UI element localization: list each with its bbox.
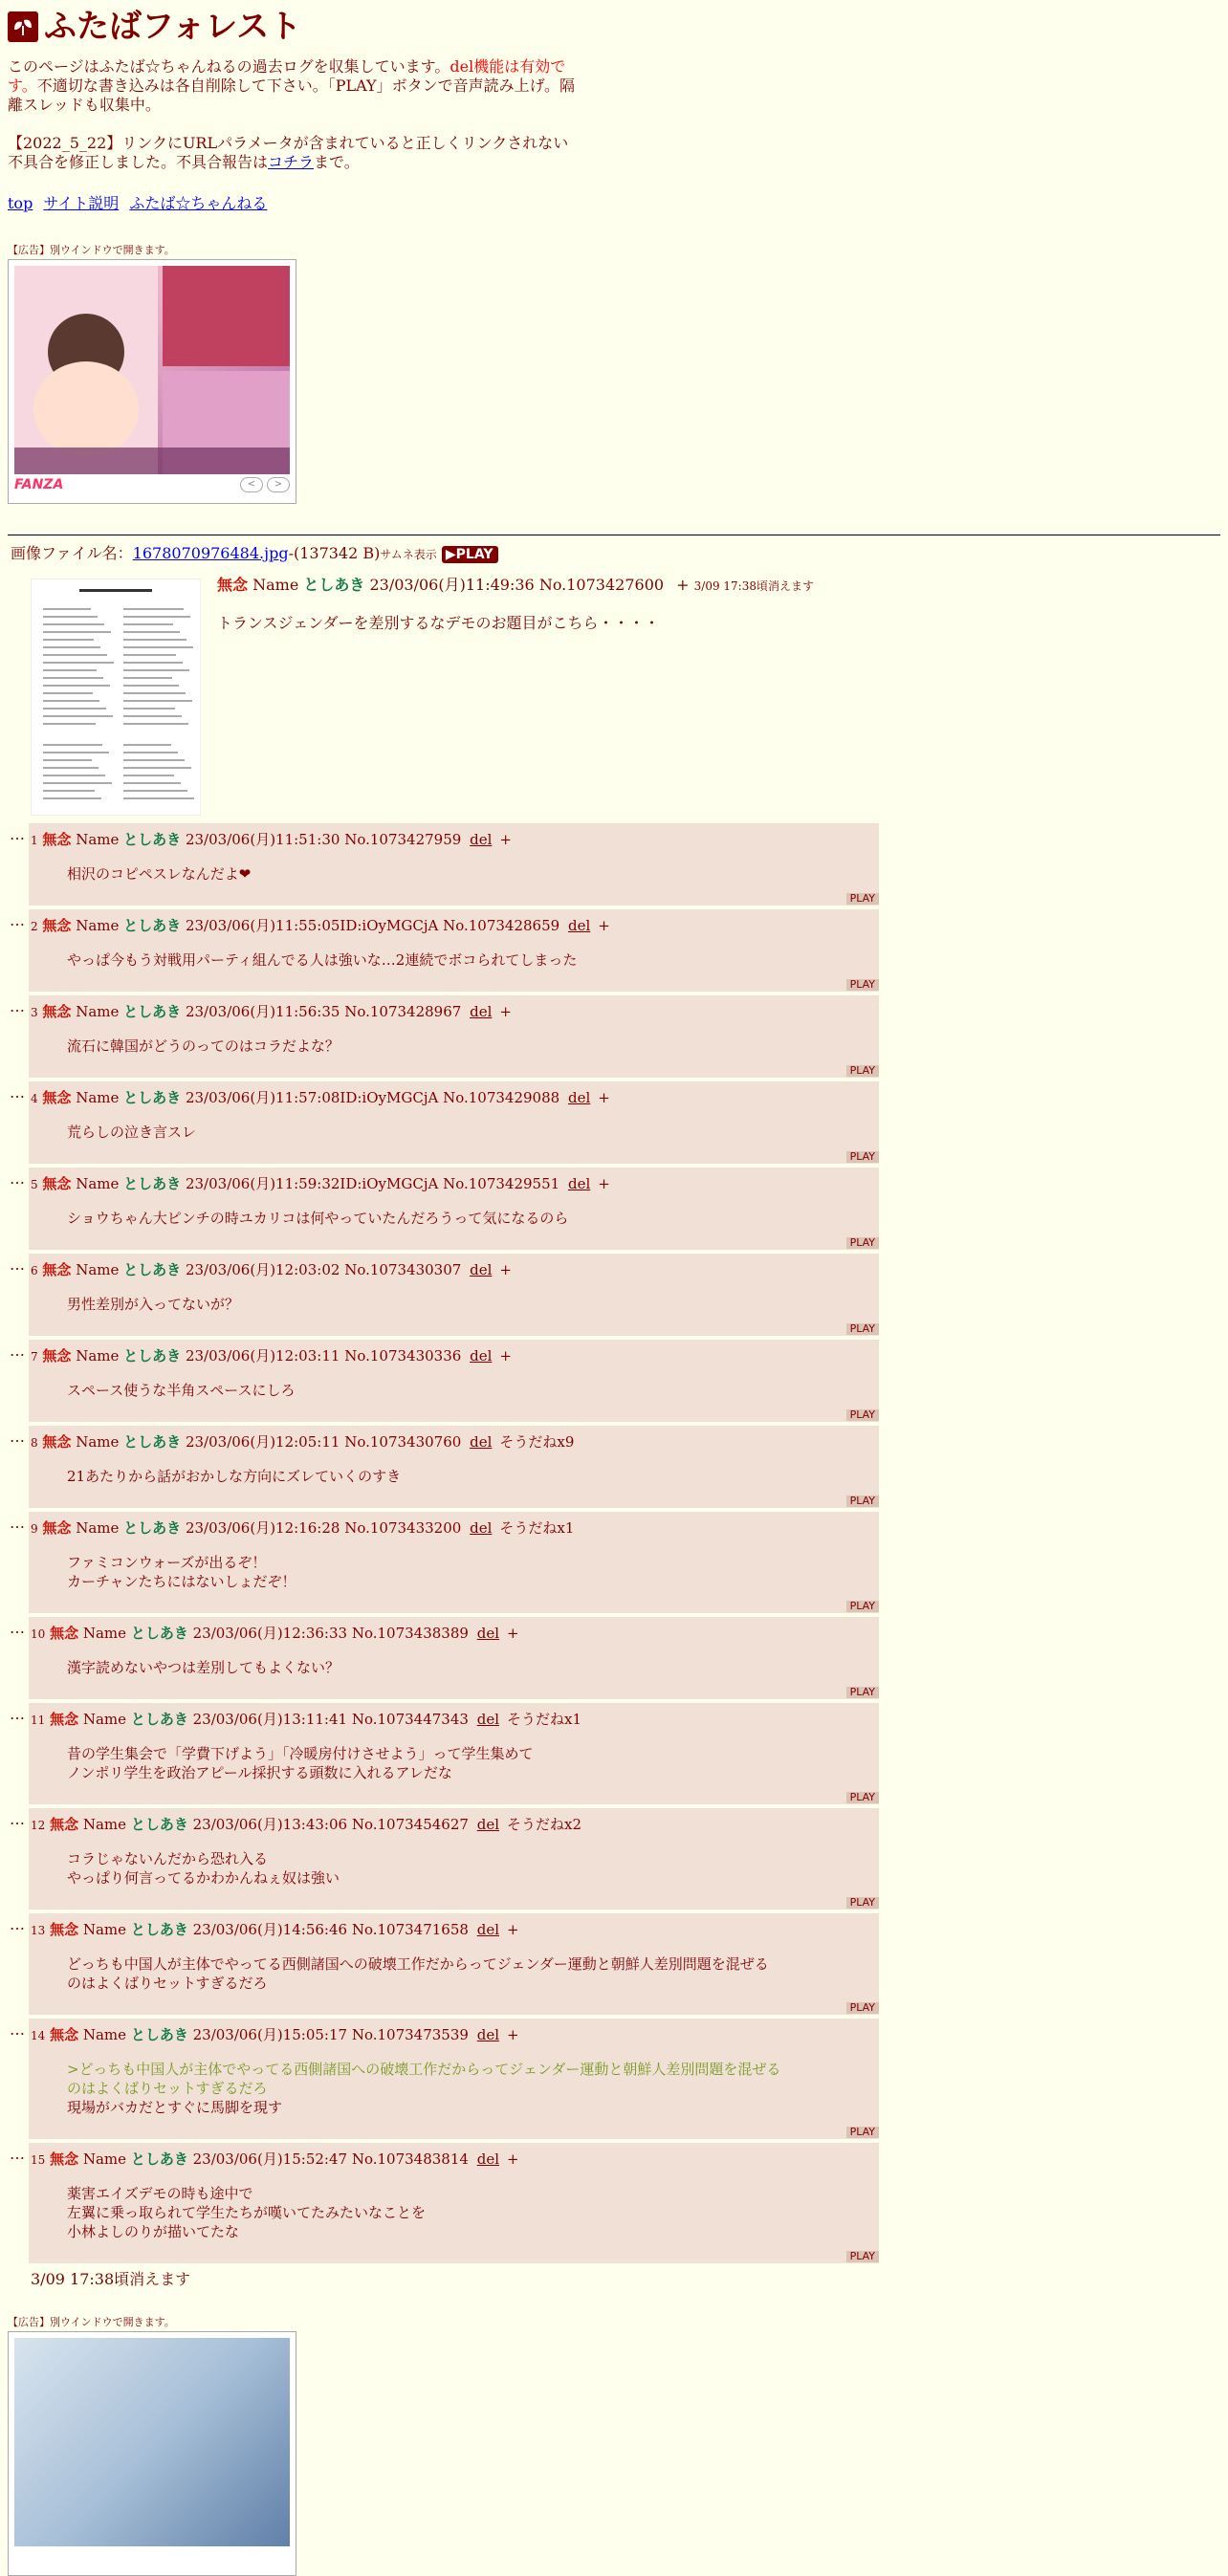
reply-date: 23/03/06(月)12:03:02 <box>185 1261 340 1278</box>
reply-body <box>29 1538 879 1595</box>
nav-futaba-link[interactable]: ふたば☆ちゃんねる <box>129 194 268 212</box>
ad-next-button[interactable]: > <box>267 477 290 492</box>
op-body: トランスジェンダーを差別するなデモのお題目がこちら・・・・ <box>217 614 660 632</box>
nav-links <box>8 191 1220 213</box>
reply-text: コラじゃないんだから恐れ入る やっぱり何言ってるかわかんねぇ奴は強い <box>67 1850 340 1887</box>
reply-header: 12 無念 Name としあき 23/03/06(月)13:43:06 No.1073454627 del そうだねx2 <box>31 1816 582 1833</box>
fanza-logo: FANZA <box>14 477 64 492</box>
reply-header: 7 無念 Name としあき 23/03/06(月)12:03:11 No.1073430336 del + <box>31 1347 512 1364</box>
reply-header: 14 無念 Name としあき 23/03/06(月)15:05:17 No.1073473539 del + <box>31 2026 519 2043</box>
op-post <box>8 563 1220 816</box>
reply-number: 13 <box>31 1924 46 1937</box>
reply-subject: 無念 <box>42 1519 72 1537</box>
reply-body <box>29 1107 879 1146</box>
reply-number: 12 <box>31 1819 46 1832</box>
reply-sodane[interactable]: + <box>499 831 512 848</box>
reply-post <box>10 1081 879 1164</box>
reply-post <box>10 995 879 1078</box>
reply-name: としあき <box>130 1711 188 1728</box>
nav-top-link[interactable]: top <box>8 194 33 212</box>
nav-about-link[interactable]: サイト説明 <box>43 194 120 212</box>
update-notice: 【2022_5_22】リンクにURLパラメータが含まれていると正しくリンクされない不具合を修正しました。不具合報告はコチラまで。 <box>8 134 569 171</box>
op-number: No.1073427600 <box>538 576 665 594</box>
reply-play-button[interactable]: PLAY <box>846 979 879 991</box>
reply-subject: 無念 <box>50 1711 79 1728</box>
reply-id: ID:iOyMGCjA <box>340 917 439 934</box>
reply-body <box>29 1729 879 1786</box>
reply-subject: 無念 <box>42 1347 72 1364</box>
reply-sodane[interactable]: + <box>507 2026 519 2043</box>
reply-play-button[interactable]: PLAY <box>846 1792 879 1803</box>
reply-menu-icon[interactable]: … <box>10 1428 25 1446</box>
reply-name: としあき <box>123 1433 182 1451</box>
reply-play-button[interactable]: PLAY <box>846 1687 879 1698</box>
reply-header: 2 無念 Name としあき 23/03/06(月)11:55:05ID:iOyMGCjA No.1073428659 del + <box>31 917 610 934</box>
reply-sodane[interactable]: + <box>598 1089 610 1106</box>
del-button[interactable]: del <box>470 1347 493 1364</box>
ad-image[interactable] <box>14 266 290 474</box>
reply-name: としあき <box>123 1175 182 1192</box>
reply-post <box>10 1426 879 1508</box>
reply-date: 23/03/06(月)15:52:47 <box>192 2150 348 2168</box>
reply-text: 流石に韓国がどうのってのはコラだよな？ <box>67 1037 340 1055</box>
reply-text: 薬害エイズデモの時も途中で 左翼に乗っ取られて学生たちが嘆いてたみたいなことを 小林よしのりが描いてたな <box>67 2185 427 2240</box>
reply-no: No.1073438389 <box>351 1625 469 1642</box>
reply-body <box>29 1643 879 1681</box>
reply-number: 10 <box>31 1627 46 1641</box>
thread-expire: 3/09 17:38頃消えます <box>31 2270 191 2288</box>
reply-text: ファミコンウォーズが出るぞ！ カーチャンたちにはないしょだぞ！ <box>67 1554 296 1590</box>
reply-text: 相沢のコピペスレなんだよ❤ <box>67 865 252 883</box>
reply-date: 23/03/06(月)13:43:06 <box>192 1816 348 1833</box>
reply-subject: 無念 <box>42 1433 72 1451</box>
reply-body <box>29 1279 879 1318</box>
reply-menu-icon[interactable]: … <box>10 1342 25 1360</box>
thumb-label: サムネ表示 <box>380 548 437 561</box>
ad-label: 【広告】別ウインドウで開きます。 <box>8 244 175 256</box>
del-button[interactable]: del <box>476 1921 500 1938</box>
reply-header: 9 無念 Name としあき 23/03/06(月)12:16:28 No.1073433200 del そうだねx1 <box>31 1519 575 1537</box>
reply-body <box>29 2044 879 2121</box>
reply-header: 6 無念 Name としあき 23/03/06(月)12:03:02 No.1073430307 del + <box>31 1261 512 1278</box>
reply-id: ID:iOyMGCjA <box>340 1175 439 1192</box>
reply-number: 15 <box>31 2153 46 2167</box>
reply-menu-icon[interactable]: … <box>10 1083 25 1102</box>
op-expire: 3/09 17:38頃消えます <box>693 579 814 593</box>
reply-body <box>29 1452 879 1490</box>
reply-name: としあき <box>123 1261 182 1278</box>
reply-id: ID:iOyMGCjA <box>340 1089 439 1106</box>
reply-name: としあき <box>123 1003 182 1020</box>
ad2-image[interactable] <box>14 2338 290 2546</box>
reply-header: 13 無念 Name としあき 23/03/06(月)14:56:46 No.1073471658 del + <box>31 1921 519 1938</box>
report-link[interactable]: コチラ <box>268 153 315 171</box>
op-date: 23/03/06(月)11:49:36 <box>369 576 535 594</box>
reply-play-button[interactable]: PLAY <box>846 1897 879 1909</box>
reply-subject: 無念 <box>42 1261 72 1278</box>
reply-post <box>10 1254 879 1336</box>
reply-subject: 無念 <box>50 1816 79 1833</box>
reply-name: としあき <box>130 2026 188 2043</box>
del-button[interactable]: del <box>476 1816 500 1833</box>
reply-subject: 無念 <box>50 1921 79 1938</box>
reply-number: 8 <box>31 1436 38 1450</box>
reply-number: 4 <box>31 1092 38 1105</box>
reply-play-button[interactable]: PLAY <box>846 1601 879 1612</box>
reply-name: としあき <box>123 831 182 848</box>
reply-date: 23/03/06(月)11:51:30 <box>185 831 340 848</box>
reply-menu-icon[interactable]: … <box>10 1619 25 1637</box>
reply-menu-icon[interactable]: … <box>10 997 25 1015</box>
del-button[interactable]: del <box>470 831 493 848</box>
reply-sodane[interactable]: + <box>499 1261 512 1278</box>
reply-date: 23/03/06(月)12:03:11 <box>185 1347 340 1364</box>
reply-no: No.1073428967 <box>344 1003 462 1020</box>
reply-sodane[interactable]: そうだねx2 <box>507 1816 582 1833</box>
reply-no: No.1073454627 <box>351 1816 469 1833</box>
reply-text: 現場がバカだとすぐに馬脚を現す <box>67 2099 283 2116</box>
reply-sodane[interactable]: そうだねx1 <box>499 1519 575 1537</box>
reply-play-button[interactable]: PLAY <box>846 1151 879 1163</box>
reply-number: 1 <box>31 834 38 847</box>
op-file-info: 画像ファイル名：1678070976484.jpg-(137342 B)サムネ表示 ▶PLAY <box>8 541 1220 563</box>
reply-play-button[interactable]: PLAY <box>846 2251 879 2262</box>
reply-no: No.1073483814 <box>351 2150 469 2168</box>
reply-menu-icon[interactable]: … <box>10 825 25 843</box>
ad-banner[interactable] <box>8 259 296 504</box>
reply-body <box>29 1193 879 1232</box>
reply-no: No.1073427959 <box>344 831 462 848</box>
reply-post <box>10 2019 879 2139</box>
reply-header: 3 無念 Name としあき 23/03/06(月)11:56:35 No.1073428967 del + <box>31 1003 512 1020</box>
reply-header: 1 無念 Name としあき 23/03/06(月)11:51:30 No.1073427959 del + <box>31 831 512 848</box>
reply-date: 23/03/06(月)15:05:17 <box>192 2026 348 2043</box>
reply-play-button[interactable]: PLAY <box>846 1237 879 1249</box>
reply-name: としあき <box>130 1921 188 1938</box>
reply-text: 21あたりから話がおかしな方向にズレていくのすき <box>67 1468 402 1485</box>
reply-date: 23/03/06(月)14:56:46 <box>192 1921 348 1938</box>
ad-prev-button[interactable]: < <box>240 477 263 492</box>
site-intro: このページはふたば☆ちゃんねるの過去ログを収集しています。del機能は有効です。不適切な書き込みは各自削除して下さい。「PLAY」ボタンで音声読み上げ。隔離スレッドも収集中。 <box>8 57 575 114</box>
reply-no: No.1073430307 <box>344 1261 462 1278</box>
reply-header: 10 無念 Name としあき 23/03/06(月)12:36:33 No.1073438389 del + <box>31 1625 519 1642</box>
reply-name: としあき <box>123 1347 182 1364</box>
reply-body <box>29 1021 879 1059</box>
reply-number: 9 <box>31 1522 38 1536</box>
reply-number: 11 <box>31 1714 46 1727</box>
reply-text: 漢字読めないやつは差別してもよくない？ <box>67 1659 340 1676</box>
reply-date: 23/03/06(月)12:05:11 <box>185 1433 340 1451</box>
reply-no: No.1073429551 <box>443 1175 560 1192</box>
reply-text: 昔の学生集会で「学費下げよう」「冷暖房付けさせよう」って学生集めて ノンポリ学生を政治アピール採択する頭数に入れるアレだな <box>67 1745 534 1781</box>
reply-menu-icon[interactable]: … <box>10 1705 25 1723</box>
del-notice: del機能は有効です。 <box>8 57 566 95</box>
reply-menu-icon[interactable]: … <box>10 911 25 929</box>
reply-sodane[interactable]: + <box>598 917 610 934</box>
reply-post <box>10 1512 879 1613</box>
reply-text: ショウちゃん大ピンチの時ユカリコは何やっていたんだろうって気になるのら <box>67 1210 569 1227</box>
del-button[interactable]: del <box>567 1089 591 1106</box>
reply-date: 23/03/06(月)11:55:05 <box>185 917 340 934</box>
reply-quote: >どっちも中国人が主体でやってる西側諸国への破壊工作だからってジェンダー運動と朝鮮人差別問題を混ぜる のはよくばりセットすぎるだろ <box>67 2061 781 2097</box>
reply-date: 23/03/06(月)12:36:33 <box>192 1625 348 1642</box>
reply-post <box>10 1340 879 1422</box>
reply-subject: 無念 <box>42 831 72 848</box>
op-plus[interactable]: + <box>676 576 690 594</box>
reply-play-button[interactable]: PLAY <box>846 893 879 905</box>
reply-date: 23/03/06(月)11:57:08 <box>185 1089 340 1106</box>
del-button[interactable]: del <box>470 1261 493 1278</box>
reply-list <box>8 823 1220 2263</box>
reply-play-button[interactable]: PLAY <box>846 2002 879 2014</box>
reply-post <box>10 2143 879 2263</box>
reply-subject: 無念 <box>50 1625 79 1642</box>
reply-number: 2 <box>31 920 38 933</box>
reply-date: 23/03/06(月)13:11:41 <box>192 1711 348 1728</box>
op-subject: 無念 <box>217 576 249 594</box>
del-button[interactable]: del <box>476 1711 500 1728</box>
op-header: 無念 Name としあき 23/03/06(月)11:49:36 No.1073427600 + 3/09 17:38頃消えます <box>217 576 814 594</box>
reply-text: 荒らしの泣き言スレ <box>67 1124 197 1141</box>
reply-body <box>29 1939 879 1997</box>
reply-number: 6 <box>31 1264 38 1277</box>
reply-name: としあき <box>123 1089 182 1106</box>
reply-post <box>10 1617 879 1699</box>
reply-post <box>10 1808 879 1910</box>
reply-menu-icon[interactable]: … <box>10 1255 25 1274</box>
reply-date: 23/03/06(月)12:16:28 <box>185 1519 340 1537</box>
reply-header: 15 無念 Name としあき 23/03/06(月)15:52:47 No.1073483814 del + <box>31 2150 519 2168</box>
reply-header: 4 無念 Name としあき 23/03/06(月)11:57:08ID:iOyMGCjA No.1073429088 del + <box>31 1089 610 1106</box>
reply-subject: 無念 <box>42 1175 72 1192</box>
reply-sodane[interactable]: + <box>598 1175 610 1192</box>
reply-sodane[interactable]: そうだねx1 <box>507 1711 582 1728</box>
reply-subject: 無念 <box>42 1003 72 1020</box>
site-header <box>8 8 1220 46</box>
reply-sodane[interactable]: + <box>499 1003 512 1020</box>
op-thumbnail[interactable] <box>31 579 201 816</box>
reply-name: としあき <box>123 1519 182 1537</box>
reply-number: 3 <box>31 1006 38 1019</box>
reply-number: 5 <box>31 1178 38 1191</box>
reply-no: No.1073430760 <box>344 1433 462 1451</box>
reply-no: No.1073433200 <box>344 1519 462 1537</box>
reply-menu-icon[interactable]: … <box>10 2020 25 2039</box>
del-button[interactable]: del <box>567 917 591 934</box>
reply-body <box>29 2169 879 2245</box>
reply-post <box>10 1913 879 2015</box>
reply-text: スペース使うな半角スペースにしろ <box>67 1382 296 1399</box>
reply-header: 8 無念 Name としあき 23/03/06(月)12:05:11 No.1073430760 del そうだねx9 <box>31 1433 575 1451</box>
reply-post <box>10 1703 879 1804</box>
reply-subject: 無念 <box>42 917 72 934</box>
reply-name: としあき <box>130 1816 188 1833</box>
reply-sodane[interactable]: + <box>507 1625 519 1642</box>
reply-subject: 無念 <box>50 2150 79 2168</box>
reply-body <box>29 849 879 887</box>
del-button[interactable]: del <box>476 2150 500 2168</box>
reply-menu-icon[interactable]: … <box>10 1810 25 1828</box>
reply-menu-icon[interactable]: … <box>10 1514 25 1532</box>
reply-name: としあき <box>130 1625 188 1642</box>
leaf-logo-icon[interactable] <box>8 11 38 42</box>
del-button[interactable]: del <box>567 1175 591 1192</box>
reply-subject: 無念 <box>42 1089 72 1106</box>
reply-text: どっちも中国人が主体でやってる西側諸国への破壊工作だからってジェンダー運動と朝鮮人差別問題を混ぜる のはよくばりセットすぎるだろ <box>67 1955 769 1992</box>
reply-play-button[interactable]: PLAY <box>846 1495 879 1507</box>
reply-sodane[interactable]: そうだねx9 <box>499 1433 575 1451</box>
reply-header: 11 無念 Name としあき 23/03/06(月)13:11:41 No.1073447343 del そうだねx1 <box>31 1711 582 1728</box>
del-button[interactable]: del <box>470 1519 493 1537</box>
reply-date: 23/03/06(月)11:59:32 <box>185 1175 340 1192</box>
del-button[interactable]: del <box>470 1433 493 1451</box>
reply-play-button[interactable]: PLAY <box>846 1065 879 1077</box>
reply-header: 5 無念 Name としあき 23/03/06(月)11:59:32ID:iOyMGCjA No.1073429551 del + <box>31 1175 610 1192</box>
ad2-banner[interactable] <box>8 2331 296 2576</box>
reply-subject: 無念 <box>50 2026 79 2043</box>
del-button[interactable]: del <box>470 1003 493 1020</box>
reply-number: 14 <box>31 2029 46 2042</box>
reply-sodane[interactable]: + <box>507 2150 519 2168</box>
reply-sodane[interactable]: + <box>499 1347 512 1364</box>
reply-post <box>10 909 879 992</box>
reply-no: No.1073429088 <box>443 1089 560 1106</box>
reply-text: やっぱ今もう対戦用パーティ組んでる人は強いな…2連続でボコられてしまった <box>67 951 578 969</box>
del-button[interactable]: del <box>476 2026 500 2043</box>
reply-body <box>29 1365 879 1404</box>
reply-no: No.1073473539 <box>351 2026 469 2043</box>
reply-body <box>29 935 879 973</box>
ad2-label: 【広告】別ウインドウで開きます。 <box>8 2316 175 2328</box>
reply-body <box>29 1834 879 1891</box>
del-button[interactable]: del <box>476 1625 500 1642</box>
op-name: としあき <box>303 576 365 594</box>
reply-number: 7 <box>31 1350 38 1364</box>
reply-post <box>10 1168 879 1250</box>
op-play-button[interactable]: ▶PLAY <box>442 546 499 563</box>
reply-date: 23/03/06(月)11:56:35 <box>185 1003 340 1020</box>
reply-play-button[interactable]: PLAY <box>846 1323 879 1335</box>
site-title[interactable]: ふたばフォレスト <box>44 8 302 46</box>
reply-no: No.1073471658 <box>351 1921 469 1938</box>
reply-menu-icon[interactable]: … <box>10 1169 25 1188</box>
reply-no: No.1073447343 <box>351 1711 469 1728</box>
reply-name: としあき <box>123 917 182 934</box>
reply-name: としあき <box>130 2150 188 2168</box>
reply-menu-icon[interactable]: … <box>10 1915 25 1933</box>
reply-play-button[interactable]: PLAY <box>846 2127 879 2138</box>
reply-post <box>10 823 879 906</box>
reply-sodane[interactable]: + <box>507 1921 519 1938</box>
reply-play-button[interactable]: PLAY <box>846 1409 879 1421</box>
reply-no: No.1073430336 <box>344 1347 462 1364</box>
reply-no: No.1073428659 <box>443 917 560 934</box>
reply-text: 男性差別が入ってないが？ <box>67 1296 240 1313</box>
reply-menu-icon[interactable]: … <box>10 2145 25 2163</box>
op-file-link[interactable]: 1678070976484.jpg <box>132 544 289 562</box>
